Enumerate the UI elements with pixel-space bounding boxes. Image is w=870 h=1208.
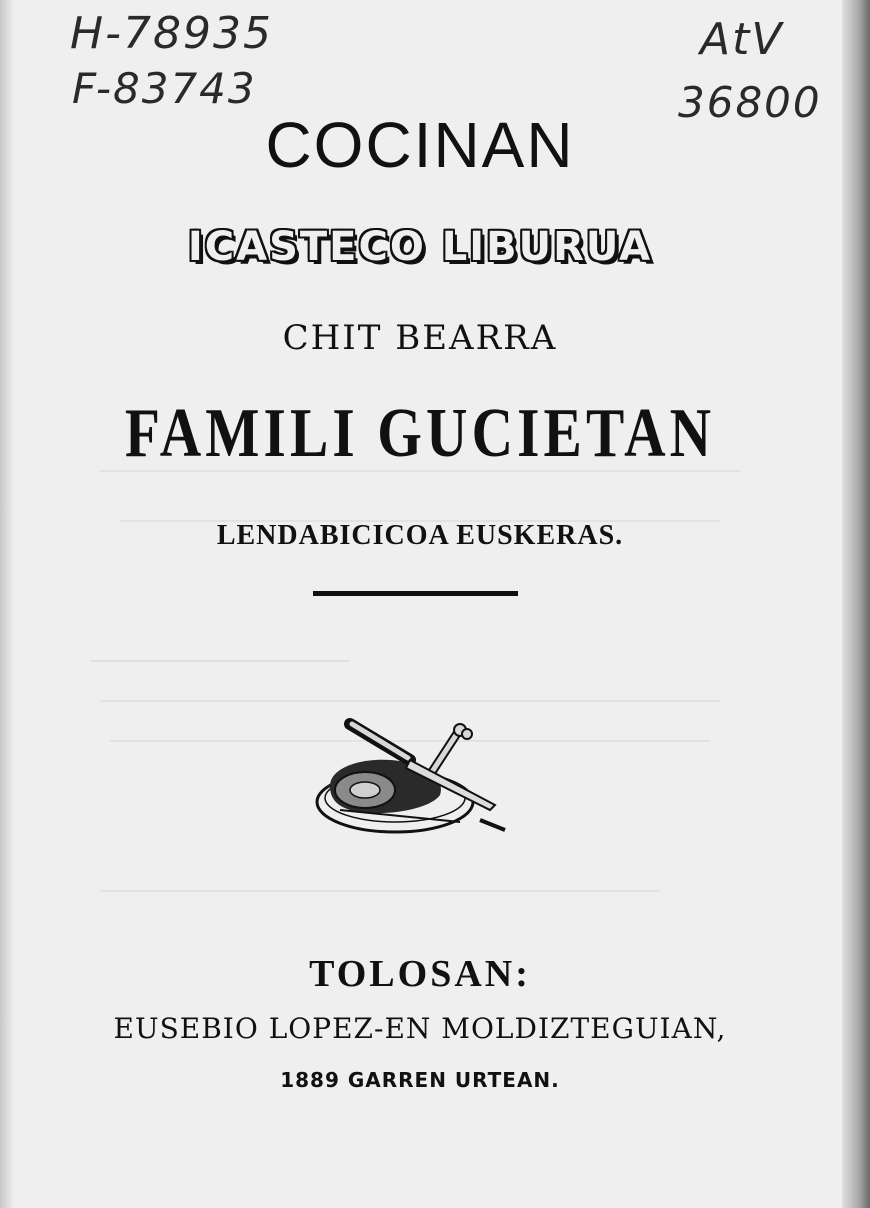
signature-handwritten-1: AtV xyxy=(700,14,784,65)
imprint-year: 1889 GARREN URTEAN. xyxy=(280,1068,560,1092)
title-line-4: FAMILI GUCIETAN xyxy=(124,395,716,472)
shelfmark-handwritten-1: H-78935 xyxy=(70,8,273,59)
signature-handwritten-2: 36800 xyxy=(678,78,822,127)
title-line-5: LENDABICICOA EUSKERAS. xyxy=(216,520,624,551)
ham-and-knife-icon xyxy=(310,710,510,840)
imprint-printer: EUSEBIO LOPEZ-EN MOLDIZTEGUIAN, xyxy=(113,1012,727,1045)
title-line-2: ICASTECO LIBURUA xyxy=(187,224,653,270)
imprint-place: TOLOSAN: xyxy=(309,953,531,995)
shelfmark-handwritten-2: F-83743 xyxy=(72,64,257,113)
title-line-1: COCINAN xyxy=(265,109,575,181)
title-line-3: CHIT BEARRA xyxy=(282,318,558,358)
title-rule xyxy=(313,591,518,596)
